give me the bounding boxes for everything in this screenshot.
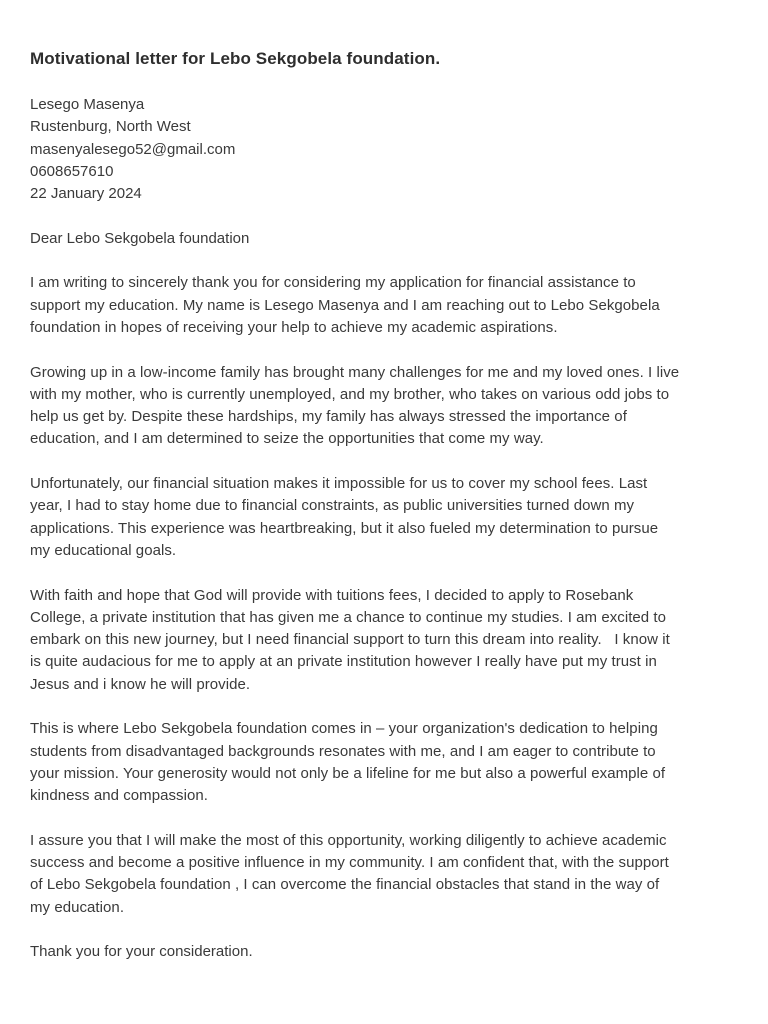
letter-date: 22 January 2024 — [30, 185, 142, 203]
paragraph-line: Jesus and i know he will provide. — [30, 675, 251, 693]
paragraph-2 — [30, 362, 738, 451]
paragraph-line: I am writing to sincerely thank you for considering my application for financial assistance to — [30, 274, 636, 292]
paragraph-line: foundation in hopes of receiving your help to achieve my academic aspirations. — [30, 318, 558, 336]
paragraph-line: support my education. My name is Lesego Masenya and I am reaching out to Lebo Sekgobela — [30, 296, 660, 314]
paragraph-line: my education. — [30, 898, 125, 916]
sender-phone: 0608657610 — [30, 162, 114, 180]
paragraph-6 — [30, 830, 738, 919]
note-body[interactable] — [30, 46, 738, 964]
paragraph-4 — [30, 585, 738, 696]
paragraph-line: kindness and compassion. — [30, 787, 208, 805]
paragraph-3 — [30, 473, 738, 562]
paragraph-line: help us get by. Despite these hardships, my family has always stressed the importance of — [30, 408, 627, 426]
paragraph-line: Unfortunately, our financial situation makes it impossible for us to cover my school fees. Last — [30, 475, 648, 493]
paragraph-line: with my mother, who is currently unemployed, and my brother, who takes on various odd jobs to — [30, 385, 670, 403]
salutation: Dear Lebo Sekgobela foundation — [30, 229, 250, 247]
sender-location: Rustenburg, North West — [30, 118, 191, 136]
paragraph-line: Growing up in a low-income family has brought many challenges for me and my loved ones. I live — [30, 363, 680, 381]
sender-block — [30, 94, 738, 205]
closing-line: Thank you for your consideration. — [30, 943, 253, 961]
paragraph-line: of Lebo Sekgobela foundation , I can overcome the financial obstacles that stand in the way of — [30, 876, 660, 894]
paragraph-5 — [30, 718, 738, 807]
paragraph-line: applications. This experience was heartbreaking, but it also fueled my determination to pursue — [30, 519, 659, 537]
paragraph-line: This is where Lebo Sekgobela foundation comes in – your organization's dedication to helping — [30, 720, 658, 738]
paragraph-line: education, and I am determined to seize the opportunities that come my way. — [30, 430, 544, 448]
note-title: Motivational letter for Lebo Sekgobela foundation. — [30, 49, 441, 68]
paragraph-line: year, I had to stay home due to financial constraints, as public universities turned down my — [30, 497, 635, 515]
sender-name: Lesego Masenya — [30, 96, 145, 113]
paragraph-line: your mission. Your generosity would not only be a lifeline for me but also a powerful example of — [30, 764, 666, 782]
paragraph-line: With faith and hope that God will provide with tuitions fees, I decided to apply to Rosebank — [30, 586, 634, 604]
paragraph-line: is quite audacious for me to apply at an private institution however I really have put my trust in — [30, 653, 657, 671]
paragraph-1 — [30, 272, 738, 339]
paragraph-line: I assure you that I will make the most of this opportunity, working diligently to achieve academic — [30, 831, 667, 849]
paragraph-line: success and become a positive influence in my community. I am confident that, with the support — [30, 854, 669, 872]
paragraph-line: College, a private institution that has given me a chance to continue my studies. I am excited to — [30, 608, 667, 626]
sender-email: masenyalesego52@gmail.com — [30, 140, 236, 158]
paragraph-line: students from disadvantaged backgrounds resonates with me, and I am eager to contribute to — [30, 742, 656, 760]
paragraph-line: embark on this new journey, but I need financial support to turn this dream into reality. I know it — [30, 631, 670, 649]
paragraph-line: my educational goals. — [30, 541, 177, 559]
